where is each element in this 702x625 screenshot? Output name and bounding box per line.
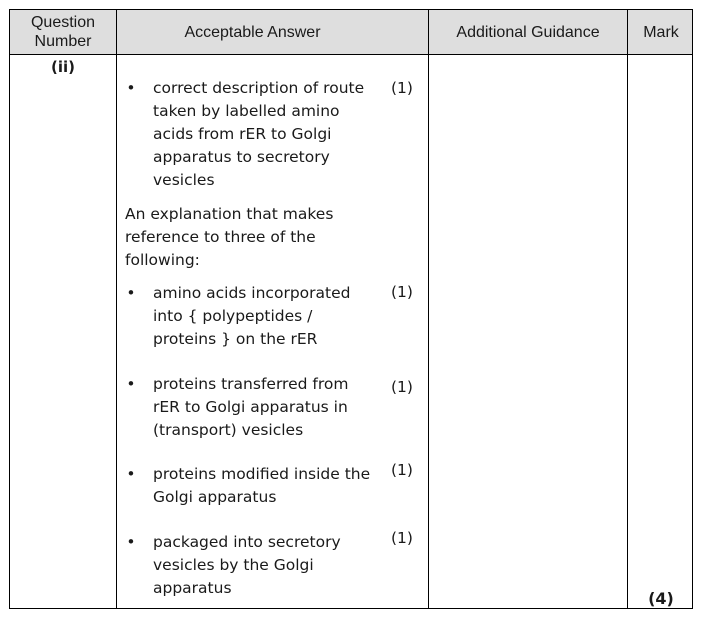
bullet-icon: • — [126, 465, 136, 483]
header-additional-guidance: Additional Guidance — [456, 23, 600, 41]
answer-point-text: packaged into secretory vesicles by the Golgi apparatus — [153, 533, 341, 597]
column-divider — [428, 10, 429, 608]
explanation-intro: An explanation that makes reference to three of the following: — [125, 205, 334, 269]
header-acceptable-answer: Acceptable Answer — [184, 23, 321, 41]
answer-point-2 — [125, 373, 377, 442]
bullet-icon: • — [126, 79, 136, 97]
point-mark: (1) — [391, 79, 413, 97]
answer-point-route — [125, 77, 377, 192]
point-mark: (1) — [391, 461, 413, 479]
answer-point-1 — [125, 282, 377, 351]
answer-point-3 — [125, 463, 377, 509]
header-mark: Mark — [643, 23, 679, 41]
answer-point-text: correct description of route taken by labelled amino acids from rER to Golgi apparatus to secretory vesicles — [153, 79, 365, 189]
point-mark: (1) — [391, 529, 413, 547]
bullet-icon: • — [126, 284, 136, 302]
header-question-number: Question Number — [30, 14, 96, 50]
column-divider — [627, 10, 628, 608]
bullet-icon: • — [126, 375, 136, 393]
column-divider — [116, 10, 117, 608]
point-mark: (1) — [391, 378, 413, 396]
total-mark: (4) — [648, 589, 674, 608]
bullet-icon: • — [126, 533, 136, 551]
answer-point-text: proteins modified inside the Golgi apparatus — [153, 465, 371, 506]
answer-point-text: proteins transferred from rER to Golgi apparatus in (transport) vesicles — [153, 375, 349, 439]
answer-point-4 — [125, 531, 377, 600]
mark-scheme-table — [9, 9, 693, 609]
question-number: (ii) — [51, 58, 75, 76]
answer-point-text: amino acids incorporated into { polypeptides / proteins } on the rER — [153, 284, 351, 348]
point-mark: (1) — [391, 283, 413, 301]
